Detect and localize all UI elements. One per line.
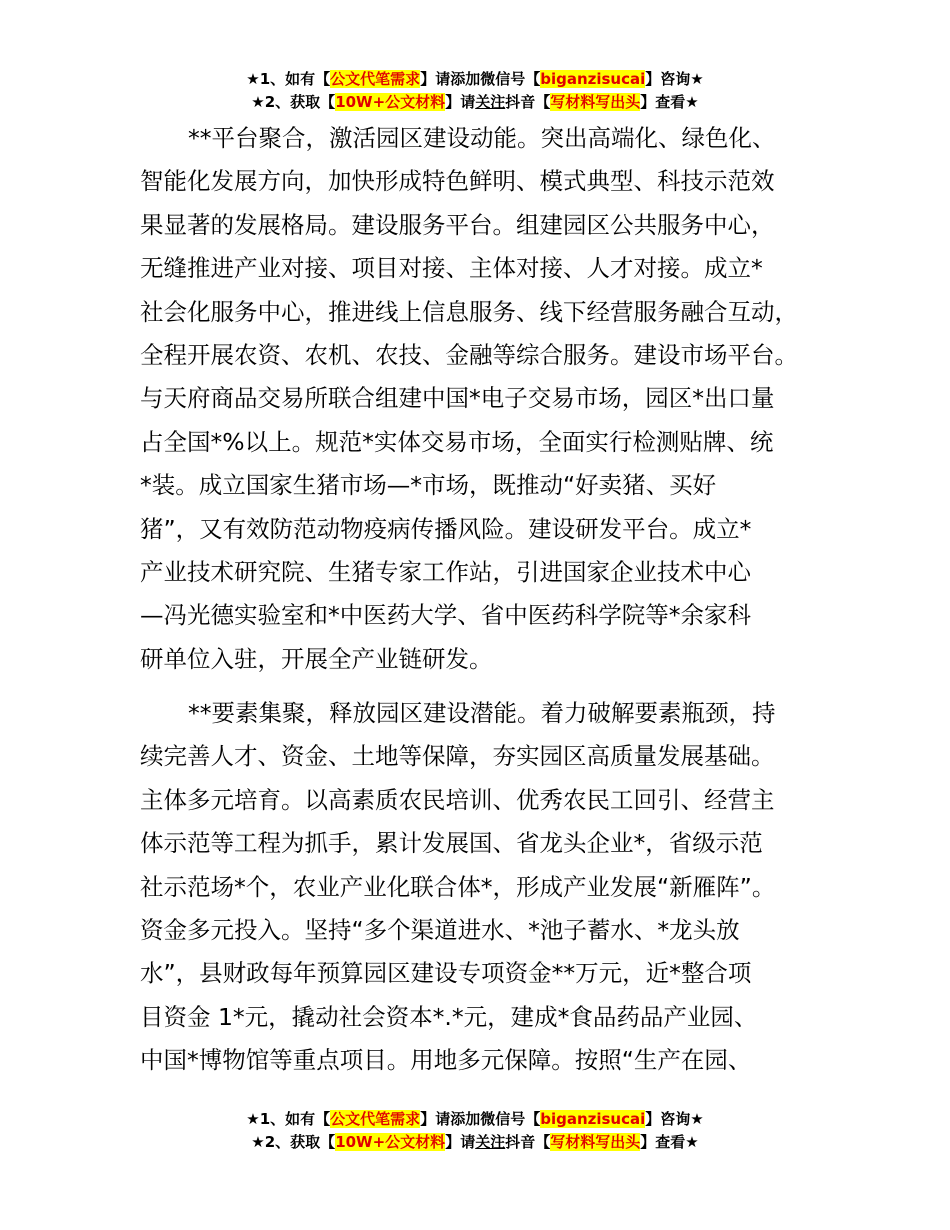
text-line: 产业技术研究院、生猪专家工作站，引进国家企业技术中心 [140, 558, 751, 587]
text-line: 社示范场*个，农业产业化联合体*，形成产业发展“新雁阵”。 [140, 872, 776, 901]
banner-text: 】请添加微信号【 [420, 1110, 541, 1128]
banner-line-2 [0, 91, 950, 114]
banner-line-2 [0, 1131, 950, 1154]
text-line: *装。成立国家生猪市场—*市场，既推动“好卖猪、买好 [140, 471, 717, 500]
text-line: 无缝推进产业对接、项目对接、主体对接、人才对接。成立* [140, 254, 763, 283]
douyin-id-highlight: 写材料写出头 [550, 93, 641, 111]
paragraph-platform-aggregation [140, 117, 830, 681]
text-line: 占全国*%以上。规范*实体交易市场，全面实行检测贴牌、统 [140, 427, 774, 456]
banner-text: 】查看★ [640, 93, 699, 111]
text-line: 智能化发展方向，加快形成特色鲜明、模式典型、科技示范效 [140, 167, 775, 196]
text-line: 猪”，又有效防范动物疫病传播风险。建设研发平台。成立* [140, 514, 752, 543]
paragraph-factor-aggregation [140, 692, 830, 1083]
banner-text: 】请添加微信号【 [420, 70, 541, 88]
text-line: 体示范等工程为抓手，累计发展国、省龙头企业*，省级示范 [140, 829, 763, 858]
text-line: 主体多元培育。以高素质农民培训、优秀农民工回引、经营主 [140, 785, 775, 814]
douyin-id-highlight: 写材料写出头 [550, 1133, 641, 1151]
wechat-id-highlight: biganzisucai [540, 70, 646, 88]
banner-line-1 [0, 68, 950, 91]
text-line: 社会化服务中心，推进线上信息服务、线下经营服务融合互动， [140, 297, 798, 326]
banner-underlined-text: 关注 [475, 1133, 506, 1151]
bottom-banner [0, 1108, 950, 1154]
text-line: 续完善人才、资金、土地等保障，夯实园区高质量发展基础。 [140, 742, 775, 771]
text-line: 目资金 1*元，撬动社会资本*.*元，建成*食品药品产业园、 [140, 1002, 758, 1031]
banner-text: 】请 [445, 93, 476, 111]
banner-text: 抖音【 [505, 93, 551, 111]
text-line: —冯光德实验室和*中医药大学、省中医药科学院等*余家科 [140, 601, 751, 630]
banner-text: 】咨询★ [645, 1110, 704, 1128]
banner-line-1 [0, 1108, 950, 1131]
banner-text: 】请 [445, 1133, 476, 1151]
text-line: 与天府商品交易所联合组建中国*电子交易市场，园区*出口量 [140, 384, 775, 413]
banner-underlined-text: 关注 [475, 93, 506, 111]
banner-text: ★2、获取【 [251, 1133, 336, 1151]
banner-text: ★1、如有【 [246, 1110, 331, 1128]
wechat-id-highlight: biganzisucai [540, 1110, 646, 1128]
text-line: **要素集聚，释放园区建设潜能。着力破解要素瓶颈，持 [188, 699, 776, 727]
text-line: 研单位入驻，开展全产业链研发。 [140, 644, 493, 673]
banner-text: 抖音【 [505, 1133, 551, 1151]
banner-text: ★1、如有【 [246, 70, 331, 88]
banner-text: 】咨询★ [645, 70, 704, 88]
banner-text: ★2、获取【 [251, 93, 336, 111]
text-line: 全程开展农资、农机、农技、金融等综合服务。建设市场平台。 [140, 341, 798, 370]
banner-highlight: 10W+公文材料 [335, 93, 446, 111]
text-line: 果显著的发展格局。建设服务平台。组建园区公共服务中心， [140, 210, 775, 239]
text-line: 资金多元投入。坚持“多个渠道进水、*池子蓄水、*龙头放 [140, 916, 740, 945]
text-line: **平台聚合，激活园区建设动能。突出高端化、绿色化、 [188, 124, 776, 152]
banner-text: 】查看★ [640, 1133, 699, 1151]
text-line: 中国*博物馆等重点项目。用地多元保障。按照“生产在园、 [140, 1046, 752, 1075]
banner-highlight: 10W+公文材料 [335, 1133, 446, 1151]
banner-highlight: 公文代笔需求 [330, 70, 421, 88]
text-line: 水”，县财政每年预算园区建设专项资金**万元，近*整合项 [140, 959, 752, 988]
banner-highlight: 公文代笔需求 [330, 1110, 421, 1128]
top-banner [0, 68, 950, 114]
